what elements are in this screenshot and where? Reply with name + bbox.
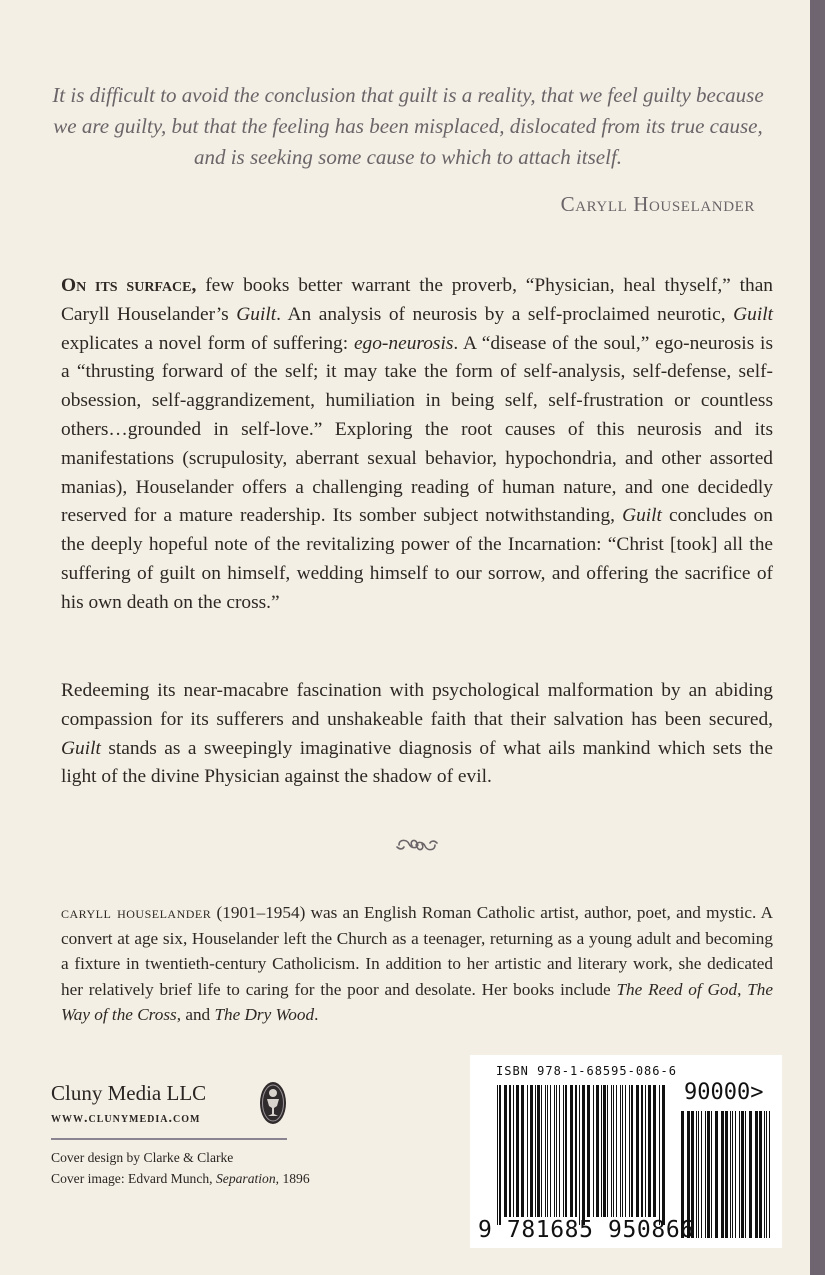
- barcode-bar: [616, 1085, 617, 1217]
- barcode-bar: [516, 1085, 519, 1217]
- addon-bar: [745, 1111, 746, 1238]
- barcode-bar: [497, 1085, 498, 1225]
- barcode-bar: [629, 1085, 630, 1217]
- barcode-bar: [579, 1085, 580, 1225]
- price-code: 90000>: [684, 1080, 764, 1105]
- barcode-bar: [601, 1085, 602, 1217]
- blurb-text: stands as a sweepingly imaginative diagnosis of what ails mankind which sets the light of the divine Physician against the shadow of evil.: [61, 737, 773, 788]
- spine-edge: [810, 0, 825, 1275]
- barcode-panel: [470, 1055, 782, 1248]
- bio-text: .: [314, 1005, 319, 1024]
- barcode-bar: [603, 1085, 606, 1217]
- fleuron-icon: [395, 835, 439, 855]
- blurb-text: concludes on the deeply hopeful note of the revitalizing power of the Incarnation: “Christ [took] all the suffering of guilt on himself, wedding himself to our sorrow, and offering the sacrifice of his own death on the cross.”: [61, 505, 773, 613]
- addon-bar: [739, 1111, 740, 1238]
- addon-bar: [749, 1111, 752, 1238]
- book-title: The Reed of God: [616, 979, 738, 999]
- blurb-text: Redeeming its near-macabre fascination with psychological malformation by an abiding compassion for its sufferers and unshakeable faith that their salvation has been secured,: [61, 680, 773, 730]
- isbn-label: ISBN 978-1-68595-086-6: [496, 1064, 677, 1078]
- barcode-bar: [554, 1085, 555, 1217]
- epigraph-quote: It is difficult to avoid the conclusion that guilt is a reality, that we feel guilty because we are guilty, but that the feeling has been misplaced, dislocated from its true cause, and is seeking some cause to which to attach itself.: [52, 83, 764, 169]
- barcode-bar: [636, 1085, 639, 1217]
- barcode-bar: [541, 1085, 542, 1217]
- barcode-bar: [509, 1085, 511, 1217]
- barcode-bar: [527, 1085, 528, 1217]
- barcode-bar: [575, 1085, 577, 1217]
- barcode-bar: [545, 1085, 546, 1217]
- barcode-bar: [535, 1085, 536, 1217]
- addon-bar: [701, 1111, 702, 1238]
- credit-text: , 1896: [275, 1171, 310, 1186]
- barcode-bar: [559, 1085, 560, 1217]
- addon-bar: [711, 1111, 712, 1238]
- barcode-bar: [653, 1085, 656, 1217]
- barcode-bar: [662, 1085, 665, 1225]
- cover-design-credit: Cover design by Clarke & Clarke: [51, 1150, 234, 1165]
- blurb-lead-in: On its surface,: [61, 275, 197, 296]
- addon-bar: [735, 1111, 736, 1238]
- author-name: caryll houselander: [61, 903, 212, 922]
- ean-digits: 9 781685 950866: [478, 1217, 695, 1243]
- barcode-bar: [587, 1085, 590, 1217]
- book-title: The Dry Wood: [214, 1005, 315, 1024]
- addon-bar: [721, 1111, 724, 1238]
- barcode-bar: [530, 1085, 533, 1217]
- publisher-url: www.clunymedia.com: [51, 1111, 201, 1126]
- addon-bar: [769, 1111, 770, 1238]
- barcode-bar: [513, 1085, 514, 1217]
- barcode-bar: [556, 1085, 557, 1217]
- barcode-bar: [625, 1085, 626, 1217]
- blurb-paragraph-1: [61, 272, 773, 618]
- barcode-bar: [499, 1085, 501, 1225]
- barcode-bar: [563, 1085, 564, 1217]
- barcode-bar: [631, 1085, 633, 1217]
- addon-bar: [707, 1111, 710, 1238]
- barcode-bar: [645, 1085, 646, 1217]
- barcode-bar: [622, 1085, 623, 1217]
- barcode-bar: [620, 1085, 621, 1217]
- addon-bar: [755, 1111, 758, 1238]
- barcode-bar: [641, 1085, 643, 1217]
- blurb-text: few books better warrant the proverb, “Physician, heal thyself,” than Caryll Houselander’s: [61, 275, 773, 325]
- addon-bar: [698, 1111, 699, 1238]
- barcode-bar: [521, 1085, 524, 1217]
- barcode-bar: [550, 1085, 551, 1217]
- blurb-text: . A “disease of the soul,” ego-neurosis is a “thrusting forward of the self; it may take the form of self-analysis, self-defense, self-obsession, self-aggrandizement, humiliation in being self, self-frustration or countless others…grounded in self-love.” Exploring the root causes of this neurosis and its manifestations (scrupulosity, aberrant sexual behavior, hypochondria, and other assorted manias), Houselander offers a challenging reading of human nature, and one decidedly reserved for a mature readership. Its somber subject notwithstanding,: [61, 332, 773, 527]
- addon-bar: [764, 1111, 765, 1238]
- blurb-text: . An analysis of neurosis by a self-proclaimed neurotic,: [276, 303, 734, 325]
- barcode-bar: [504, 1085, 507, 1217]
- barcode-bar: [570, 1085, 573, 1217]
- book-title: The Way of the Cross: [61, 979, 774, 1024]
- blurb-paragraph-2: [61, 677, 773, 792]
- chalice-seal-icon: [259, 1080, 287, 1126]
- barcode-bar: [582, 1085, 585, 1225]
- barcode-bar: [607, 1085, 608, 1217]
- book-title: Guilt: [733, 303, 773, 325]
- barcode-bar: [648, 1085, 651, 1217]
- bio-text: ,: [737, 979, 748, 999]
- barcode-bar: [537, 1085, 540, 1217]
- addon-bar: [732, 1111, 733, 1238]
- book-title: Guilt: [61, 737, 101, 759]
- author-bio: [61, 900, 773, 1028]
- blurb-text: explicates a novel form of suffering:: [61, 332, 354, 354]
- addon-bar: [696, 1111, 697, 1238]
- addon-bar: [741, 1111, 744, 1238]
- term-emphasis: ego-neurosis: [353, 332, 454, 354]
- barcode-bar: [596, 1085, 599, 1217]
- publisher-divider: [51, 1138, 287, 1140]
- book-title: Guilt: [622, 505, 662, 527]
- addon-bar: [705, 1111, 706, 1238]
- addon-bar: [759, 1111, 762, 1238]
- bio-text: , and: [176, 1005, 215, 1024]
- barcode-bar: [593, 1085, 594, 1217]
- artwork-title: Separation: [215, 1171, 276, 1186]
- barcode-bar: [547, 1085, 548, 1217]
- addon-bar: [725, 1111, 728, 1238]
- epigraph-attribution: Caryll Houselander: [560, 192, 755, 216]
- book-title: Guilt: [236, 303, 277, 325]
- cover-image-credit: [51, 1171, 310, 1187]
- bio-text: (1901–1954) was an English Roman Catholic artist, author, poet, and mystic. A convert at age six, Houselander left the Church as a teenager, returning as a young adult and becoming a fixture in twentieth-century Catholicism. In addition to her artistic and literary work, she dedicated her relatively brief life to caring for the poor and desolate. Her books include: [61, 903, 773, 999]
- barcode-bar: [565, 1085, 567, 1217]
- barcode-bar: [613, 1085, 614, 1217]
- addon-bar: [766, 1111, 767, 1238]
- addon-bar: [730, 1111, 731, 1238]
- addon-bar: [715, 1111, 718, 1238]
- barcode-bar: [611, 1085, 612, 1217]
- barcode-bar: [659, 1085, 660, 1225]
- publisher-name: Cluny Media LLC: [51, 1081, 207, 1105]
- credit-text: Cover image: Edvard Munch,: [51, 1171, 216, 1186]
